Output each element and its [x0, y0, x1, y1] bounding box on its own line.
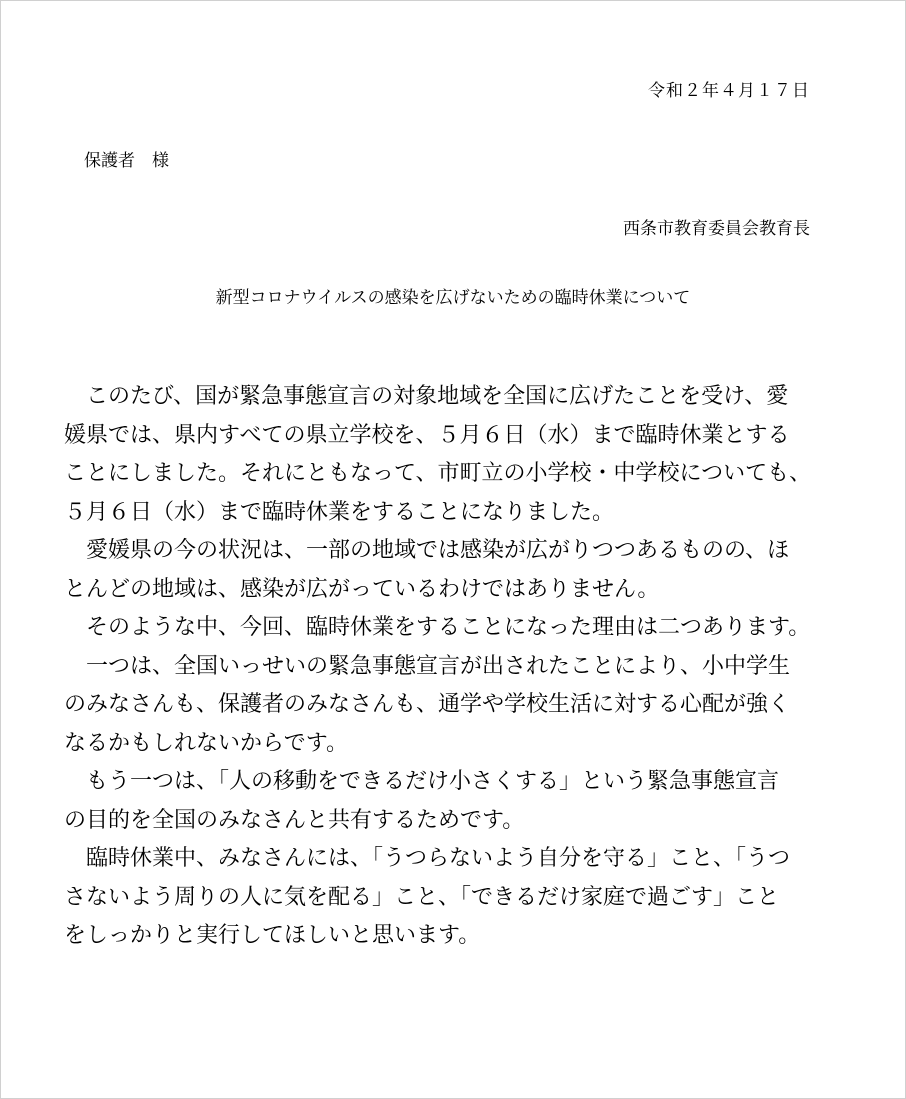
body-line: をしっかりと実行してほしいと思います。 — [64, 923, 481, 948]
body-line: 臨時休業中、みなさんには、「うつらないよう自分を守る」こと、「うつ — [64, 846, 791, 871]
sender-line: 西条市教育委員会教育長 — [623, 219, 810, 239]
document-date: 令和２年４月１７日 — [648, 81, 810, 101]
body-line: さないよう周りの人に気を配る」こと、「できるだけ家庭で過ごす」こと — [64, 884, 780, 910]
body-line: 媛県では、県内すべての県立学校を、５月６日（水）まで臨時休業とする — [64, 422, 790, 448]
body-line: 愛媛県の今の状況は、一部の地域では感染が広がりつつあるものの、ほ — [64, 538, 790, 563]
body-line: もう一つは、「人の移動をできるだけ小さくする」という緊急事態宣言 — [64, 769, 780, 794]
body-line: ５月６日（水）まで臨時休業をすることになりました。 — [64, 499, 615, 525]
body-line: このたび、国が緊急事態宣言の対象地域を全国に広げたことを受け、愛 — [64, 384, 789, 409]
body-line: ことにしました。それにともなって、市町立の小学校・中学校についても、 — [64, 461, 812, 486]
body-line: 一つは、全国いっせいの緊急事態宣言が出されたことにより、小中学生 — [64, 653, 791, 679]
body-line: とんどの地域は、感染が広がっているわけではありません。 — [64, 576, 660, 602]
document-body — [64, 378, 854, 956]
document-subject: 新型コロナウイルスの感染を広げないための臨時休業について — [215, 288, 691, 308]
body-line: なるかもしれないからです。 — [64, 730, 349, 756]
body-line: そのような中、今回、臨時休業をすることになった理由は二つあります。 — [64, 615, 811, 640]
body-line: のみなさんも、保護者のみなさんも、通学や学校生活に対する心配が強く — [64, 692, 791, 717]
recipient-line: 保護者 様 — [84, 151, 169, 171]
body-line: の目的を全国のみなさんと共有するためです。 — [64, 807, 525, 833]
